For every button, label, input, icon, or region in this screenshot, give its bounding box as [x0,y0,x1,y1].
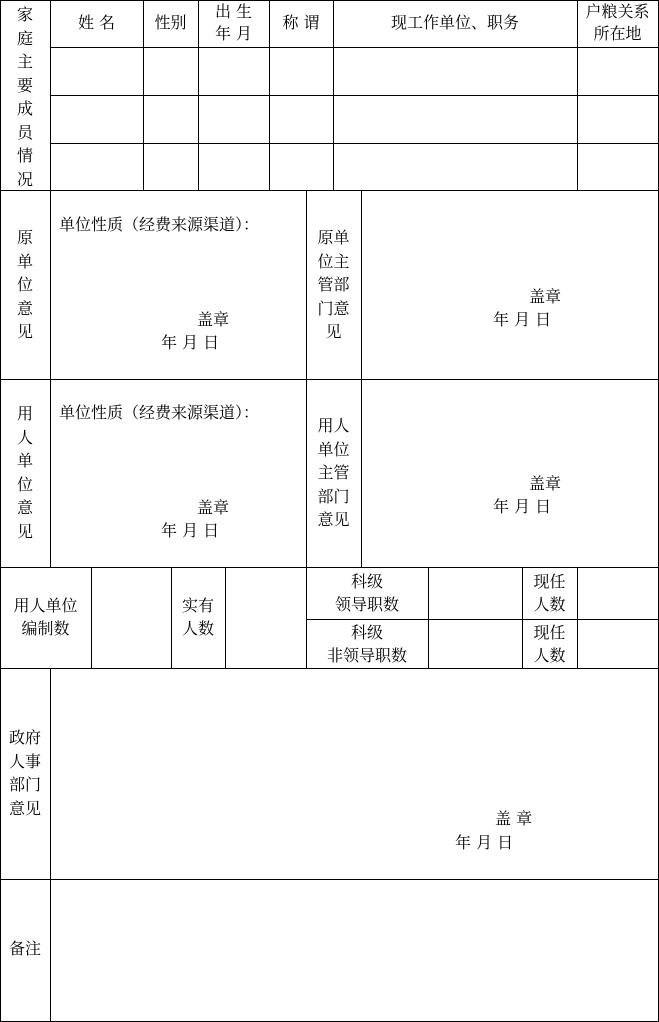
section-divider [0,668,659,669]
family-row-line [50,143,659,144]
original-dept-seal: 盖章 [529,287,562,306]
table-border-top [0,0,659,1]
section-leader-posts-label: 科级 领导职数 [334,572,399,614]
hiring-dept-date: 年 月 日 [493,497,552,516]
hiring-unit-nature: 单位性质（经费来源渠道）： [59,403,260,422]
header-work: 现工作单位、职务 [390,13,519,32]
original-dept-label: 原单 位主 管部 门意 见 [317,228,350,341]
hiring-dept-label: 用人 单位 主管 部门 意见 [317,416,350,529]
section-divider [0,190,659,191]
remarks-label: 备注 [8,939,41,958]
opinion-col-line [361,190,362,568]
staffing-quota-label: 用人单位 编制数 [13,596,78,638]
family-row-line [50,95,659,96]
original-unit-seal: 盖章 [197,310,230,329]
staffing-col-line [577,567,578,668]
original-unit-nature: 单位性质（经费来源渠道）： [59,215,260,234]
gov-col-line [50,668,51,1022]
staffing-col-line [428,567,429,668]
section-divider [0,379,659,380]
header-relation: 称 谓 [282,13,320,32]
table-border-left [0,0,1,1022]
original-unit-label: 原单位意见 [16,228,33,341]
opinion-col-line [50,190,51,568]
actual-count-label: 实有 人数 [181,596,214,638]
current-leader-count-label: 现任 人数 [533,572,566,614]
hiring-unit-date: 年 月 日 [161,521,220,540]
hiring-unit-label: 用人单位意见 [16,404,33,541]
staffing-col-line [91,567,92,668]
gov-date: 年 月 日 [455,833,514,852]
hiring-dept-seal: 盖章 [529,474,562,493]
gov-seal: 盖 章 [495,809,533,828]
gov-personnel-label: 政府 人事 部门 意见 [8,728,41,818]
original-unit-date: 年 月 日 [161,333,220,352]
header-birth: 出 生 年 月 [214,2,253,43]
original-dept-date: 年 月 日 [493,310,552,329]
family-row-line [50,47,659,48]
header-hukou: 户粮关系 所在地 [585,2,650,43]
current-nonleader-count-label: 现任 人数 [533,623,566,665]
section-divider [0,567,659,568]
staffing-col-line [225,567,226,668]
header-gender: 性别 [154,13,187,32]
hiring-unit-seal: 盖章 [197,498,230,517]
section-divider [0,879,659,880]
family-section-label: 家庭主要成员情况 [16,5,33,189]
staffing-row-line [306,619,659,620]
header-name: 姓 名 [77,13,116,32]
section-nonleader-posts-label: 科级 非领导职数 [326,623,407,665]
